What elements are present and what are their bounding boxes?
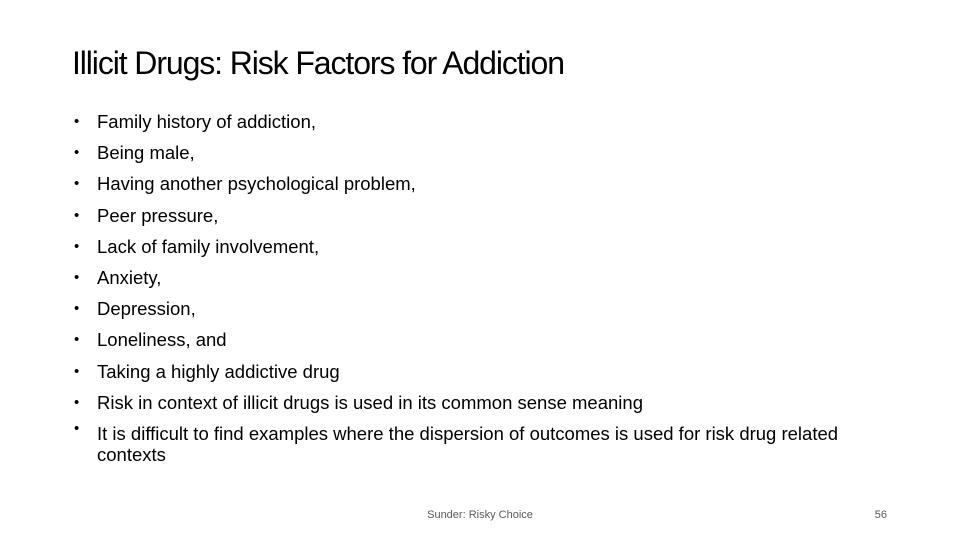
bullet-text: Taking a highly addictive drug xyxy=(97,360,340,382)
bullet-item xyxy=(72,200,872,231)
bullet-text: Depression, xyxy=(97,298,196,320)
bullet-item xyxy=(72,231,872,262)
bullet-item xyxy=(72,387,872,418)
bullet-item xyxy=(72,356,872,387)
bullet-icon: • xyxy=(74,206,80,224)
bullet-icon: • xyxy=(74,300,80,318)
bullet-item xyxy=(72,293,872,324)
footer-text: Sunder: Risky Choice xyxy=(427,509,533,521)
bullet-item xyxy=(72,106,872,137)
bullet-icon: • xyxy=(74,393,80,411)
bullet-text: Having another psychological problem, xyxy=(97,173,416,195)
bullet-icon: • xyxy=(74,269,80,287)
bullet-text: It is difficult to find examples where the dispersion of outcomes is used for risk drug related contexts xyxy=(97,423,839,466)
bullet-text: Being male, xyxy=(97,142,195,164)
bullet-text: Family history of addiction, xyxy=(97,111,317,132)
bullet-icon: • xyxy=(74,113,80,130)
bullet-text: Loneliness, and xyxy=(97,329,227,351)
bullet-list xyxy=(72,106,872,465)
bullet-item xyxy=(72,137,872,168)
bullet-icon: • xyxy=(74,237,80,255)
bullet-item xyxy=(72,168,872,199)
bullet-item xyxy=(72,418,872,465)
bullet-icon: • xyxy=(74,331,80,349)
bullet-icon: • xyxy=(74,420,80,438)
bullet-item xyxy=(72,262,872,293)
bullet-icon: • xyxy=(74,144,80,162)
bullet-text: Risk in context of illicit drugs is used in its common sense meaning xyxy=(97,391,643,413)
bullet-icon: • xyxy=(74,175,80,193)
bullet-icon: • xyxy=(74,362,80,380)
slide-number: 56 xyxy=(874,509,887,521)
bullet-text: Lack of family involvement, xyxy=(97,235,320,257)
bullet-text: Anxiety, xyxy=(97,267,162,289)
slide-title: Illicit Drugs: Risk Factors for Addiction xyxy=(72,45,564,81)
bullet-item xyxy=(72,324,872,355)
bullet-text: Peer pressure, xyxy=(97,204,219,226)
